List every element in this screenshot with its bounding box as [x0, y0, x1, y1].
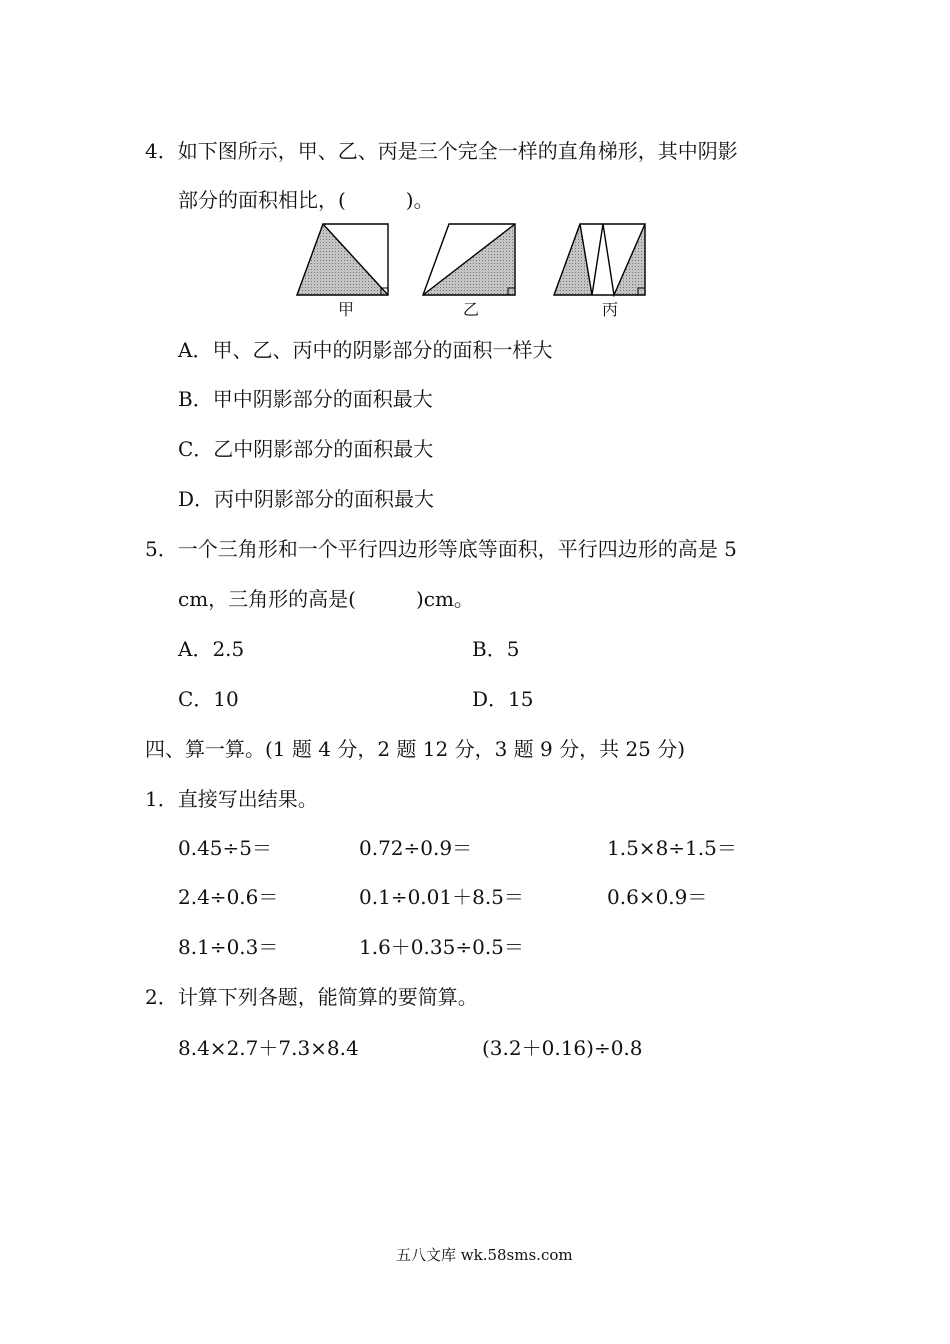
q4-stem-line2: 部分的面积相比，( )。 [178, 188, 434, 212]
q5-stem-line1: 5．一个三角形和一个平行四边形等底等面积，平行四边形的高是 5 [145, 537, 737, 561]
q4-option-a: A．甲、乙、丙中的阴影部分的面积一样大 [178, 338, 553, 362]
figure-jia [297, 224, 388, 295]
q5-option-c: C．10 [178, 687, 239, 711]
simplify-item: (3.2＋0.16)÷0.8 [482, 1036, 643, 1060]
q4-option-b: B．甲中阴影部分的面积最大 [178, 387, 433, 411]
calc-q1-title: 1．直接写出结果。 [145, 787, 318, 811]
figure-label-jia: 甲 [338, 300, 355, 319]
trapezoid-figures [290, 218, 656, 304]
figure-bing [554, 224, 645, 295]
q4-option-d: D．丙中阴影部分的面积最大 [178, 487, 435, 511]
calc-q2-title: 2．计算下列各题，能简算的要简算。 [145, 985, 478, 1009]
calc-item: 0.72÷0.9＝ [359, 836, 473, 860]
calc-item: 0.45÷5＝ [178, 836, 273, 860]
section-title: 四、算一算。(1 题 4 分，2 题 12 分，3 题 9 分，共 25 分) [145, 737, 686, 761]
calc-item: 2.4÷0.6＝ [178, 885, 279, 909]
q5-option-d: D．15 [472, 687, 534, 711]
figure-yi [423, 224, 515, 295]
q4-stem-line1: 4．如下图所示，甲、乙、丙是三个完全一样的直角梯形，其中阴影 [145, 139, 738, 163]
figure-label-yi: 乙 [463, 300, 480, 319]
q5-stem-line2: cm，三角形的高是( )cm。 [178, 587, 474, 611]
q4-option-c: C．乙中阴影部分的面积最大 [178, 437, 434, 461]
calc-item: 0.1÷0.01＋8.5＝ [359, 885, 524, 909]
q5-option-a: A．2.5 [178, 637, 245, 661]
footer-watermark: 五八文库 wk.58sms.com [396, 1246, 573, 1264]
calc-item: 1.6＋0.35÷0.5＝ [359, 935, 524, 959]
simplify-item: 8.4×2.7＋7.3×8.4 [178, 1036, 359, 1060]
q5-option-b: B．5 [472, 637, 520, 661]
figure-label-bing: 丙 [602, 300, 619, 319]
calc-item: 8.1÷0.3＝ [178, 935, 279, 959]
calc-item: 0.6×0.9＝ [607, 885, 708, 909]
calc-item: 1.5×8÷1.5＝ [607, 836, 737, 860]
